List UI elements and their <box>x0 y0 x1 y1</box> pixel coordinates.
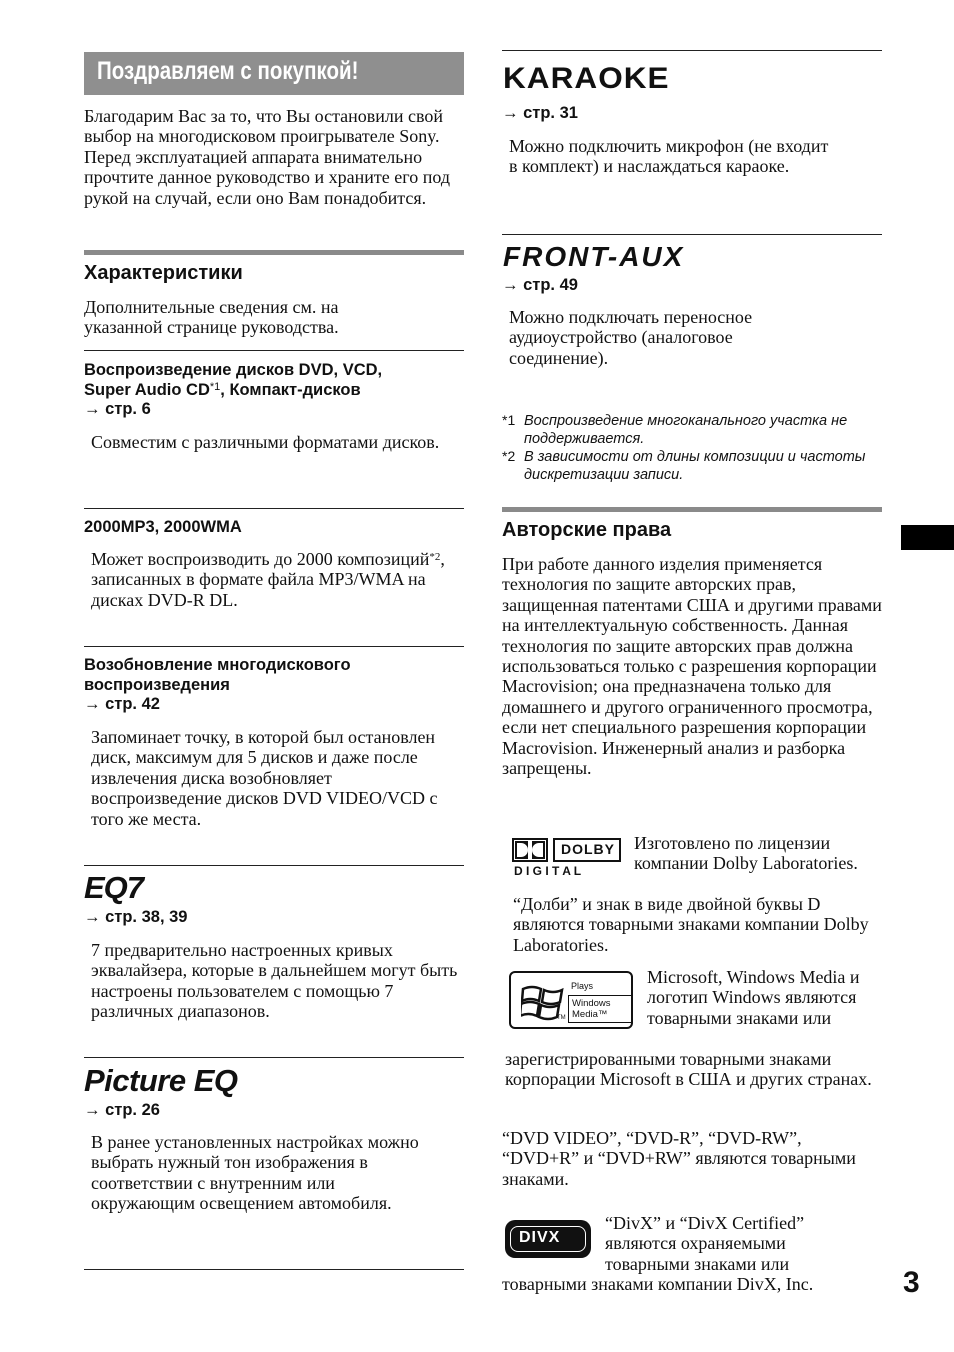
windows-media-text-a: Microsoft, Windows Media и логотип Windows являются товарными знаками или <box>647 967 860 1028</box>
chapter-tab <box>901 525 954 550</box>
copyright-rule <box>502 507 882 512</box>
copyright-body: При работе данного изделия применяется технология по защите авторских прав, защищенная патентами США и другими правами на интеллектуальную собственность. Данная технология по защите авторских прав должна использоваться только с разрешения корпорации Macrovision; она предназначена только для домашнего и другого ограниченного просмотра, если нет специального разрешения корпорации Macrovision. Инженерный анализ и разборка запрещены. <box>502 554 882 779</box>
picture-eq-logo: Picture EQ <box>84 1063 238 1098</box>
picture-eq-ref: → стр. 26 <box>84 1101 160 1119</box>
divx-logo <box>505 1220 591 1258</box>
dolby-text-a: Изготовлено по лицензии компании Dolby Laboratories. <box>634 833 858 874</box>
divx-logo-text: DIVX <box>519 1229 561 1246</box>
divider-r1 <box>502 50 882 51</box>
footnote-mark-1: *1 <box>209 381 221 393</box>
feature-1-title-c: , Компакт-дисков <box>220 381 361 399</box>
wm-logo-plays: Plays <box>571 981 594 991</box>
footnotes <box>502 412 882 484</box>
wm-logo-name: Windows Media™ <box>572 998 611 1020</box>
feature-2-body-b: , записанных в формате файла MP3/WMA на дисках DVD-R DL. <box>91 549 445 610</box>
dolby-logo-word: DOLBY <box>561 841 615 857</box>
frontaux-ref: → стр. 49 <box>502 276 578 294</box>
footnote-mark-2: *2 <box>429 551 441 563</box>
picture-eq-body: В ранее установленных настройках можно выбрать нужный тон изображения в соответствии с внутренним или окружающим освещением автомобиля. <box>91 1132 419 1214</box>
footnote-1-mark: *1 <box>502 412 516 428</box>
feature-1-body: Совместим с различными форматами дисков. <box>91 432 440 452</box>
page-number: 3 <box>903 1266 920 1299</box>
dvd-trademarks: “DVD VIDEO”, “DVD-R”, “DVD-RW”, “DVD+R” и “DVD+RW” являются товарными знаками. <box>502 1128 856 1189</box>
wm-logo-name-box <box>568 995 632 1023</box>
features-intro: Дополнительные сведения см. на указанной странице руководства. <box>84 297 339 338</box>
wm-logo-tm: TM <box>557 1015 566 1021</box>
divx-text-a: “DivX” и “DivX Certified” являются охраняемыми товарными знаками или <box>605 1213 805 1274</box>
feature-2-title: 2000MP3, 2000WMA <box>84 518 242 536</box>
footnote-2-text: В зависимости от длины композиции и частоты дискретизации записи. <box>524 449 866 483</box>
divider-2 <box>84 508 464 509</box>
divider-4 <box>84 865 464 866</box>
feature-2-body <box>91 549 463 610</box>
intro-paragraph: Благодарим Вас за то, что Вы остановили свой выбор на многодисковом проигрывателе Sony. Перед эксплуатацией аппарата внимательно прочтите данное руководство и храните его под рукой на случай, если оно Вам понадобится. <box>84 106 450 208</box>
footnote-1-text: Воспроизведение многоканального участка не поддерживается. <box>524 413 848 447</box>
feature-1-title <box>84 360 464 400</box>
feature-2-body-a: Может воспроизводить до 2000 композиций <box>91 549 430 569</box>
karaoke-ref: → стр. 31 <box>502 104 578 122</box>
feature-3-ref: → стр. 42 <box>84 695 160 713</box>
footnote-1 <box>502 412 882 448</box>
divider-1 <box>84 350 464 351</box>
dolby-logo-sub: D I G I T A L <box>514 864 582 878</box>
karaoke-logo: KARAOKE <box>503 62 670 95</box>
banner-title: Поздравляем с покупкой! <box>97 57 359 85</box>
features-rule <box>84 250 464 255</box>
dolby-text-b: “Долби” и знак в виде двойной буквы D являются товарными знаками компании Dolby Laboratories. <box>513 894 869 955</box>
windows-media-logo <box>509 971 633 1029</box>
copyright-heading: Авторские права <box>502 519 672 541</box>
divider-5 <box>84 1057 464 1058</box>
eq7-logo: EQ7 <box>84 870 144 905</box>
dolby-logo <box>512 838 622 880</box>
eq7-body: 7 предварительно настроенных кривых эквалайзера, которые в дальнейшем могут быть настроены пользователем с помощью 7 различных диапазонов. <box>91 940 458 1022</box>
feature-1-ref: → стр. 6 <box>84 400 151 418</box>
features-heading: Характеристики <box>84 262 243 284</box>
feature-3-title: Возобновление многодискового воспроизведения <box>84 656 351 694</box>
divider-r2 <box>502 234 882 235</box>
karaoke-body: Можно подключить микрофон (не входит в комплект) и наслаждаться караоке. <box>509 136 829 177</box>
divider-6 <box>84 1269 464 1270</box>
feature-1-title-b: Super Audio CD <box>84 381 210 399</box>
feature-3-body: Запоминает точку, в которой был остановлен диск, максимум для 5 дисков и даже после извлечения диска возобновляет воспроизведение дисков DVD VIDEO/VCD с того же места. <box>91 727 438 829</box>
divider-3 <box>84 646 464 647</box>
congrats-banner <box>84 52 464 95</box>
frontaux-body: Можно подключать переносное аудиоустройство (аналоговое соединение). <box>509 307 753 368</box>
windows-media-text-b: зарегистрированными товарными знаками корпорации Microsoft в США и других странах. <box>505 1049 872 1090</box>
frontaux-logo: FRONT-AUX <box>503 241 685 272</box>
footnote-2 <box>502 448 882 484</box>
divx-text-b: товарными знаками компании DivX, Inc. <box>502 1274 814 1294</box>
eq7-ref: → стр. 38, 39 <box>84 908 188 926</box>
feature-1-title-a: Воспроизведение дисков DVD, VCD, <box>84 361 383 379</box>
footnote-2-mark: *2 <box>502 448 516 464</box>
